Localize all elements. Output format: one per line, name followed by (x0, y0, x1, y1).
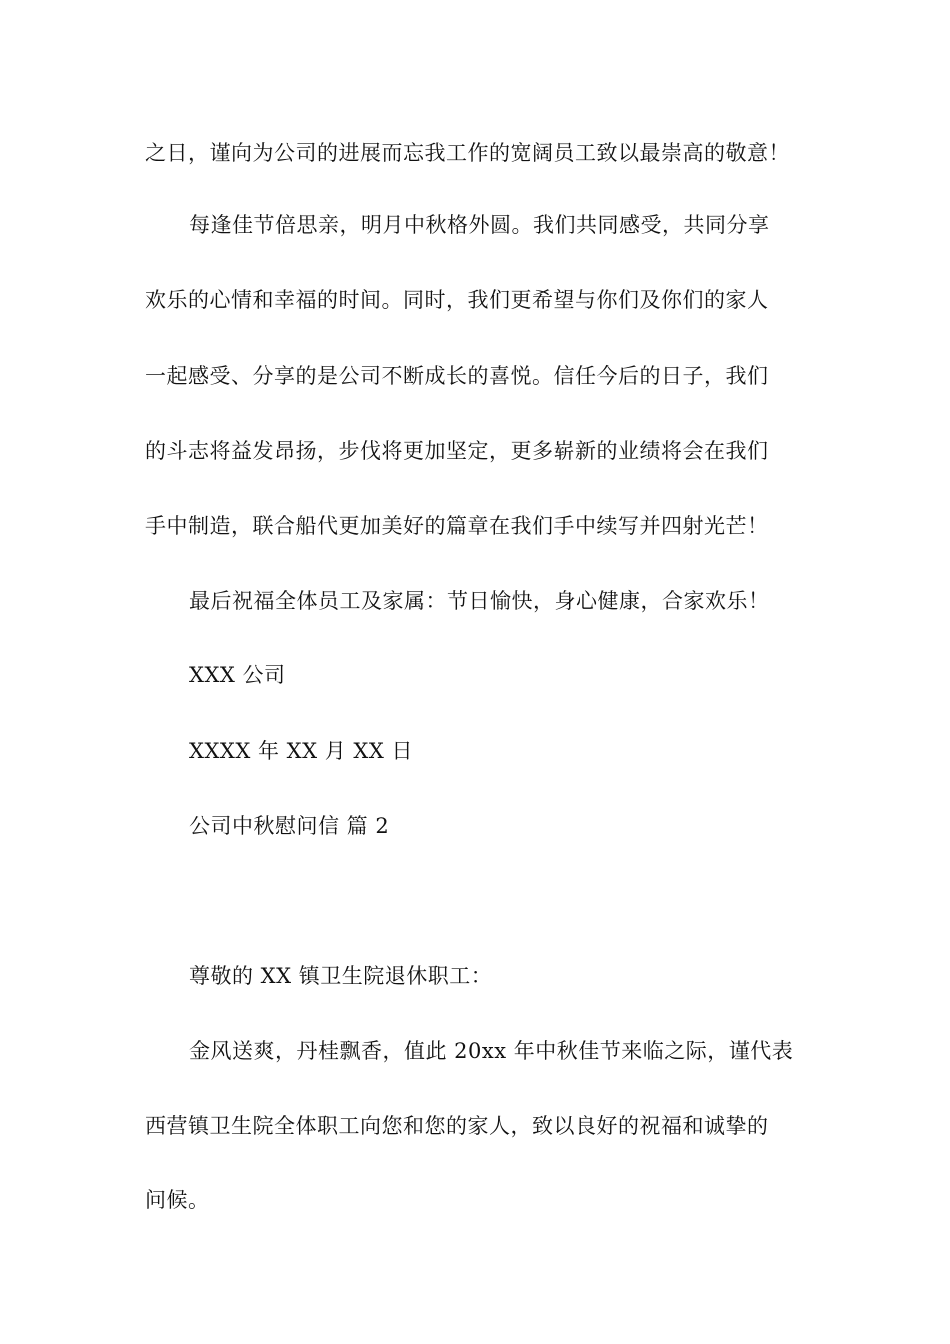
paragraph-line: 一起感受、分享的是公司不断成长的喜悦。信任今后的日子，我们 (145, 364, 769, 388)
paragraph-line: 之日，谨向为公司的进展而忘我工作的宽阔员工致以最崇高的敬意！ (145, 141, 790, 165)
paragraph-line: 西营镇卫生院全体职工向您和您的家人，致以良好的祝福和诚挚的 (145, 1114, 769, 1138)
signature-date: XXXX 年 XX 月 XX 日 (189, 739, 413, 763)
paragraph-line: 的斗志将益发昂扬，步伐将更加坚定，更多崭新的业绩将会在我们 (145, 439, 769, 463)
signature-company: XXX 公司 (189, 663, 286, 687)
section-title: 公司中秋慰问信 篇 2 (189, 814, 390, 838)
paragraph-line: 每逢佳节倍思亲，明月中秋格外圆。我们共同感受，共同分享 (189, 213, 770, 237)
paragraph-line: 金风送爽，丹桂飘香，值此 20xx 年中秋佳节来临之际，谨代表 (189, 1039, 794, 1063)
paragraph-line: 欢乐的心情和幸福的时间。同时，我们更希望与你们及你们的家人 (145, 288, 769, 312)
closing-wish: 最后祝福全体员工及家属：节日愉快，身心健康，合家欢乐！ (189, 589, 770, 613)
paragraph-line: 手中制造，联合船代更加美好的篇章在我们手中续写并四射光芒！ (145, 514, 769, 538)
paragraph-line: 问候。 (145, 1188, 210, 1212)
salutation: 尊敬的 XX 镇卫生院退休职工： (189, 964, 493, 988)
